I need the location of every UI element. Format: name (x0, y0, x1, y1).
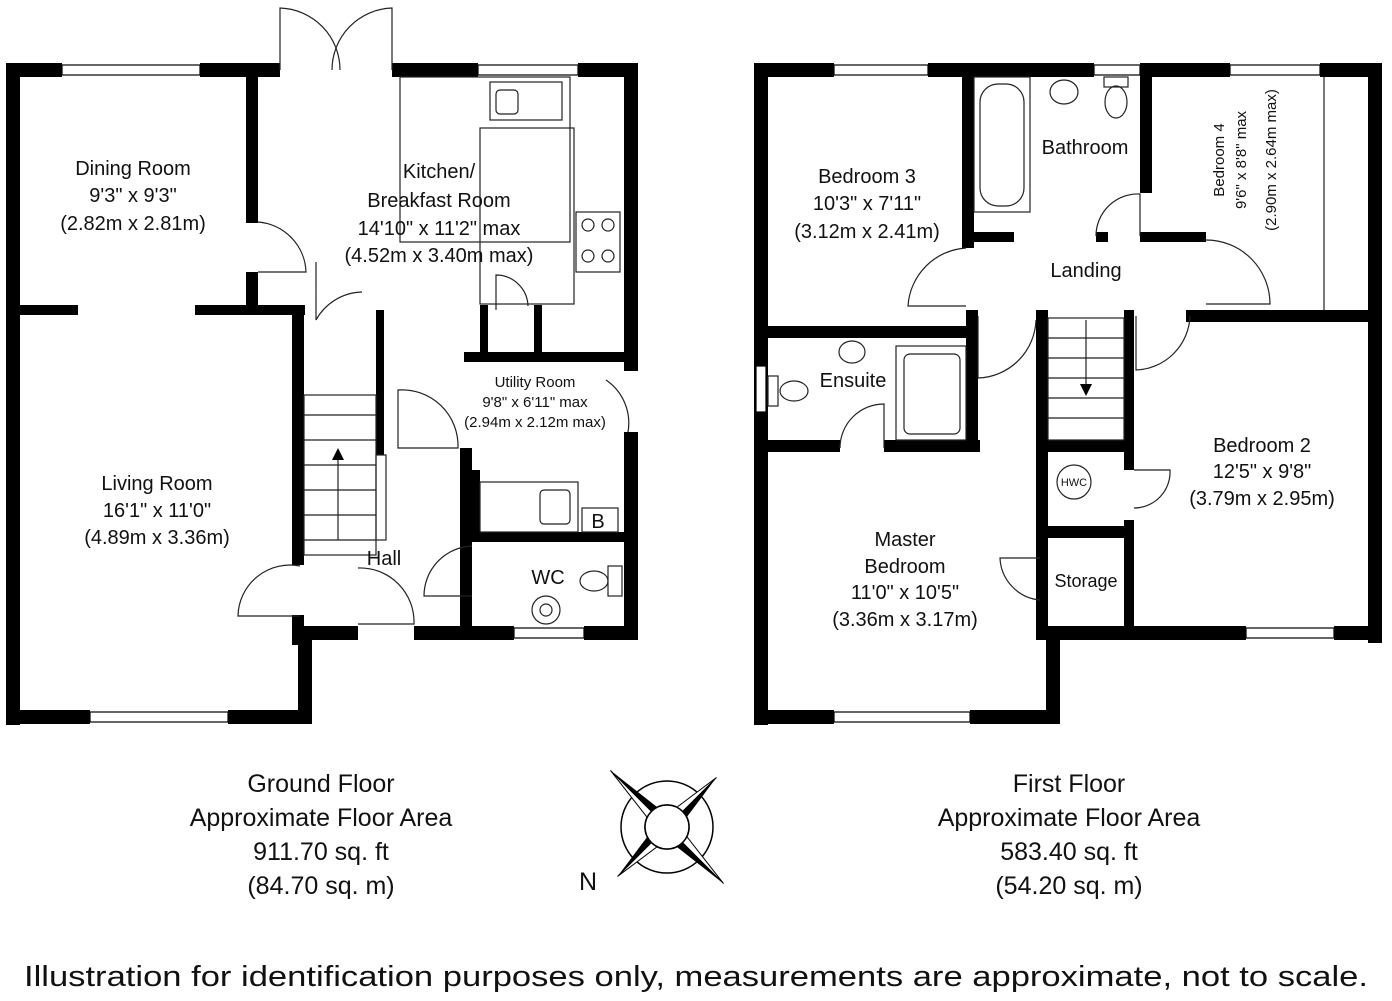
kitchen-name-line2: Breakfast Room (367, 190, 511, 212)
first-floor-labels (794, 89, 1335, 631)
dining-room-imperial: 9'3" x 9'3" (89, 185, 177, 207)
ground-floor-title: Ground Floor (247, 770, 395, 798)
living-room-metric: (4.89m x 3.36m) (84, 527, 230, 549)
storage-name: Storage (1054, 571, 1118, 591)
bedroom3-metric: (3.12m x 2.41m) (794, 221, 940, 243)
first-floor-area-label: Approximate Floor Area (937, 804, 1201, 832)
boiler-label: B (591, 511, 605, 533)
master-bedroom-name-line2: Bedroom (864, 556, 946, 578)
first-floor-caption (938, 770, 1201, 900)
hwc-label: HWC (1060, 477, 1088, 489)
first-floor-title: First Floor (1012, 770, 1126, 798)
bedroom2-metric: (3.79m x 2.95m) (1189, 488, 1335, 510)
ground-floor-area-sqft: 911.70 sq. ft (253, 838, 389, 866)
ground-floor-labels (60, 158, 606, 589)
bathroom-name: Bathroom (1041, 137, 1129, 159)
utility-room-name: Utility Room (494, 374, 576, 391)
compass-north-label: N (578, 868, 598, 896)
bedroom2-imperial: 12'5" x 9'8" (1212, 461, 1312, 483)
dining-room-name: Dining Room (75, 158, 191, 180)
kitchen-name-line1: Kitchen/ (402, 161, 476, 183)
living-room-name: Living Room (101, 473, 213, 495)
ensuite-name: Ensuite (819, 370, 887, 392)
master-bedroom-metric: (3.36m x 3.17m) (832, 609, 978, 631)
dining-room-metric: (2.82m x 2.81m) (60, 213, 206, 235)
hall-name: Hall (366, 548, 402, 570)
ground-floor-area-label: Approximate Floor Area (189, 804, 453, 832)
bedroom4-imperial: 9'6" x 8'8" max (1233, 110, 1250, 210)
bedroom3-name: Bedroom 3 (818, 166, 916, 188)
bedroom4-name: Bedroom 4 (1211, 123, 1228, 197)
ground-floor-area-sqm: (84.70 sq. m) (247, 872, 395, 900)
master-bedroom-imperial: 11'0" x 10'5" (850, 582, 960, 604)
compass-rose-icon (561, 721, 773, 933)
bedroom4-metric: (2.90m x 2.64m max) (1263, 89, 1280, 231)
kitchen-imperial: 14'10" x 11'2" max (357, 218, 521, 240)
bedroom3-imperial: 10'3" x 7'11" (812, 193, 922, 215)
ground-floor-caption (190, 770, 453, 900)
landing-name: Landing (1050, 260, 1122, 282)
wc-name: WC (531, 567, 565, 589)
disclaimer-text: Illustration for identification purposes only, measurements are approximate, not to scale. (24, 961, 1368, 993)
master-bedroom-name-line1: Master (874, 529, 936, 551)
bedroom2-name: Bedroom 2 (1213, 435, 1311, 457)
utility-room-metric: (2.94m x 2.12m max) (464, 414, 606, 431)
kitchen-metric: (4.52m x 3.40m max) (344, 245, 534, 267)
first-floor-area-sqft: 583.40 sq. ft (1000, 838, 1138, 866)
utility-room-imperial: 9'8" x 6'11" max (482, 394, 588, 411)
first-floor-area-sqm: (54.20 sq. m) (995, 872, 1143, 900)
living-room-imperial: 16'1" x 11'0" (102, 500, 212, 522)
